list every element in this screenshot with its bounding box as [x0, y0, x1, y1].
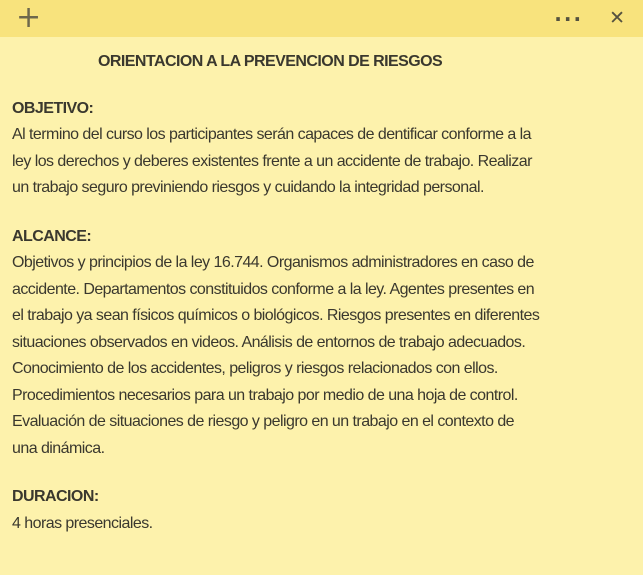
close-button[interactable]	[603, 0, 631, 37]
section-objetivo	[12, 96, 631, 202]
section-alcance	[12, 224, 631, 463]
ellipsis-icon: ···	[554, 6, 584, 31]
section-duracion-heading: DURACION:	[12, 488, 99, 505]
titlebar[interactable]	[0, 0, 643, 37]
text-line: Procedimientos necesarios para un trabajo por medio de una hoja de control.	[12, 386, 518, 404]
text-line: ley los derechos y deberes existentes frente a un accidente de trabajo. Realizar	[12, 152, 532, 170]
titlebar-right-controls	[548, 0, 631, 37]
text-line: Evaluación de situaciones de riesgo y peligro en un trabajo en el contexto de	[12, 413, 515, 430]
text-line: accidente. Departamentos constituidos conforme a la ley. Agentes presentes en	[12, 280, 535, 298]
blank-line	[12, 76, 631, 96]
section-objetivo-heading: OBJETIVO:	[12, 99, 94, 117]
menu-button[interactable]	[548, 0, 589, 37]
text-line: Objetivos y principios de la ley 16.744. Organismos administradores en caso de	[12, 254, 534, 271]
plus-icon: +	[16, 0, 42, 35]
note-title: ORIENTACION A LA PREVENCION DE RIESGOS	[98, 53, 443, 70]
text-line: un trabajo seguro previniendo riesgos y cuidando la integridad personal.	[12, 179, 484, 196]
text-line: situaciones observados en videos. Análisis de entornos de trabajo adecuados.	[12, 333, 526, 351]
text-line: una dinámica.	[12, 439, 105, 457]
blank-line	[12, 202, 631, 224]
add-note-button[interactable]	[10, 0, 47, 37]
note-editor[interactable]	[0, 37, 643, 537]
section-alcance-body	[12, 250, 631, 462]
blank-line	[12, 462, 631, 484]
close-icon: ✕	[609, 7, 625, 29]
section-alcance-heading: ALCANCE:	[12, 227, 92, 245]
section-duracion	[12, 484, 631, 537]
text-line: Al termino del curso los participantes serán capaces de dentificar conforme a la	[12, 126, 531, 143]
section-duracion-body	[12, 511, 631, 538]
section-objetivo-body	[12, 122, 631, 202]
text-line: Conocimiento de los accidentes, peligros y riesgos relacionados con ellos.	[12, 360, 498, 377]
text-line: el trabajo ya sean físicos químicos o biológicos. Riesgos presentes en diferentes	[12, 307, 540, 324]
text-line: 4 horas presenciales.	[12, 514, 153, 532]
